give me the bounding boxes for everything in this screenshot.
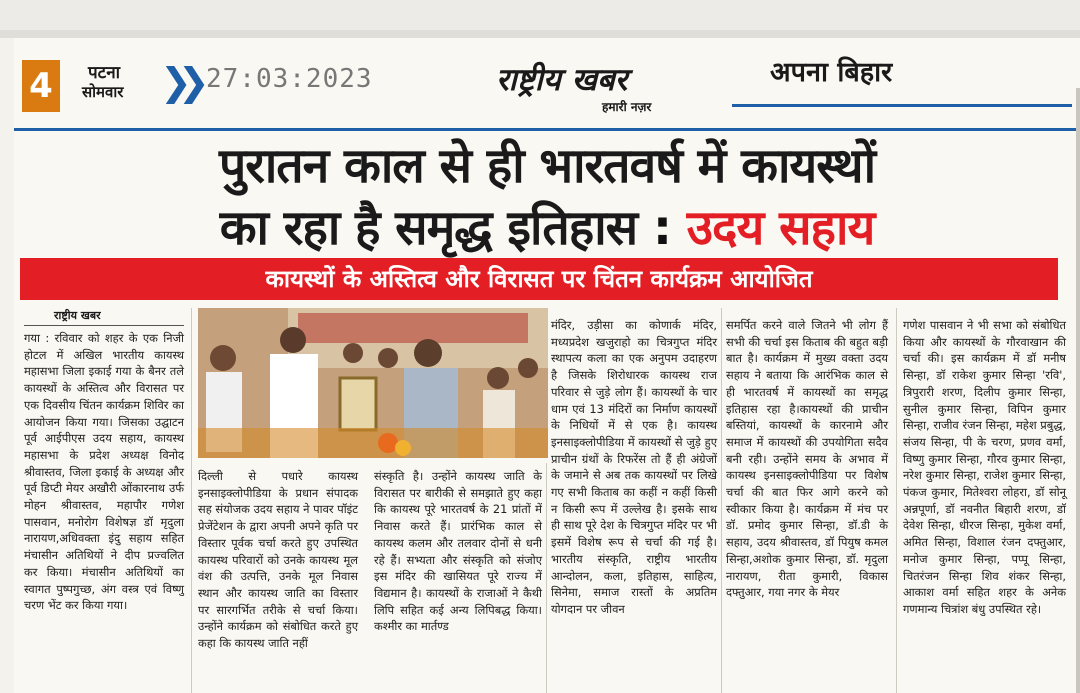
byline: राष्ट्रीय खबर (54, 309, 101, 322)
paper-tagline: हमारी नज़र (602, 100, 652, 114)
byline-rule (24, 325, 184, 326)
city-label: पटना (88, 63, 121, 83)
page-number: 4 (22, 60, 60, 112)
paper-logo: राष्ट्रीय खबर (496, 62, 628, 98)
article-column-3: संस्कृति है। उन्होंने कायस्थ जाति के विरासत पर बारीकी से समझाते हुए कहा कि कायस्थ पूरे भारतवर्ष के 21 प्रांतों में निवास करते हैं। प्रारंभिक काल से कायस्थ कलम और तलवार दोनों से धनी रहे हैं। सभ्यता और संस्कृति को संजोए इस मंदिर की खासियत पूरे राज्य में विद्यमान है। कायस्थों के राजाओं ने कैथी लिपि सहित कई अन्य लिपिबद्ध किया। कश्मीर का मार्तण्ड (374, 469, 542, 634)
article-column-2: दिल्ली से पधारे कायस्थ इनसाइक्लोपीडिया के प्रधान संपादक सह संयोजक उदय सहाय ने पावर पॉइंट प्रेजेंटेशन के द्वारा अपनी अपने कृति पर विस्तार पूर्वक चर्चा करते हुए उपस्थित कायस्थ परिवारों को उनके कायस्थ मूल वंश की उत्पत्ति, उनके मूल निवास स्थान और कायस्थ जाति का विस्तार पर सारगर्भित तरीके से चर्चा किया। उन्होंने कार्यक्रम को संबोधित करते हुए कहा कि कायस्थ जाति नहीं (198, 469, 358, 651)
column-divider (546, 463, 547, 693)
headline-separator: : (652, 200, 672, 256)
article-column-4: मंदिर, उड़ीसा का कोणार्क मंदिर, मध्यप्रदेश खजुराहो का चित्रगुप्त मंदिर स्थापत्य कला का एक अनुपम उदाहरण है जिसके शिरोधारक कायस्थ राज परिवार से जुड़े लोग हैं। कायस्थों के चार धाम एवं 13 मंदिरों का निर्माण कायस्थों के निधियों में से एक है। कायस्थ इनसाइक्लोपीडिया में कायस्थों से जुड़े हुए प्राचीन ग्रंथों के रिफरेंस तो हैं ही अंग्रेजों के जमाने से अब तक कायस्थों पर लिखे गए सभी किताब का कहीं न कहीं किसी न किसी रूप में उल्लेख है। इसके साथ ही साथ पूरे देश के चित्रगुप्त मंदिर पर भी इसमें विशेष रूप से चर्चा की गई है। भारतीय संस्कृति, राष्ट्रीय भारतीय आन्दोलन, कला, इतिहास, साहित्य, सिनेमा, समाज रास्तों के अप्रतिम योगदान पर जीवन (551, 318, 717, 616)
browser-top-bar (0, 0, 1080, 38)
column-divider (896, 308, 897, 693)
chevron-right-icon: ❯❯ (160, 60, 196, 104)
event-photo-icon (198, 308, 548, 458)
masthead-rule (14, 128, 1080, 131)
subheadline-banner: कायस्थों के अस्तित्व और विरासत पर चिंतन कार्यक्रम आयोजित (20, 258, 1058, 300)
date-label: 27:03:2023 (206, 64, 373, 94)
event-photo (198, 308, 548, 458)
column-divider (721, 308, 722, 693)
headline-line-2 (14, 194, 1080, 259)
article-column-6: गणेश पासवान ने भी सभा को संबोधित किया और कायस्थों के गौरवाखान की चर्चा की। इस कार्यक्रम में डॉ मनीष सिन्हा, डॉ राकेश कुमार सिन्हा 'रवि', त्रिपुरारी शरण, दिलीप कुमार सिन्हा, सुनील कुमार सिन्हा, विपिन कुमार सिन्हा, राजीव रंजन सिन्हा, महेश प्रबुद्ध, संजय सिन्हा, पी के चरण, प्रणव वर्मा, विष्णु कुमार सिन्हा, गौरव कुमार सिन्हा, नरेश कुमार सिन्हा, राजेश कुमार सिन्हा, पंकज कुमार, मितेश्वरा लोहरा, डॉ सोनू अन्नपूर्णा, डॉ नवनीत बिहारी शरण, डॉ देवेश सिन्हा, धीरज सिन्हा, मुकेश वर्मा, अमित सिन्हा, विशाल रंजन दफ्तुआर, मनोज कुमार सिन्हा, पप्पू सिन्हा, चितरंजन सिन्हा शिव शंकर सिन्हा, आकाश वर्मा सहित शहर के अनेक गणमान्य चित्रांश बंधु उपस्थित रहे। (903, 318, 1066, 616)
article-column-5: समर्पित करने वाले जितने भी लोग हैं सभी की चर्चा इस किताब की बहुत बड़ी बात है। कार्यक्रम में मुख्य वक्ता उदय सहाय ने बताया कि आरंभिक काल से ही भारतवर्ष में कायस्थों का समृद्ध इतिहास रहा है।कायस्थों की प्राचीन बस्तियां, कायस्थों के कारनामे और समाज में कायस्थों की उपयोगिता सदैव बनी रही। उन्होंने समय के अभाव में कायस्थ इनसाइक्लोपीडिया पर विशेष चर्चा की बात फिर आगे करने को स्वीकार किया है। कार्यक्रम में मंच पर डॉ. प्रमोद कुमार सिन्हा, डॉ.डी के सहाय, उदय श्रीवास्तव, डॉ पियुष कमल सिन्हा,अशोक कुमार सिन्हा, डॉ. मृदुला नारायण, रीता कुमारी, विकास दफ्तुआर, गया नगर के मेयर (726, 318, 888, 600)
section-rule (732, 104, 1072, 107)
headline-line-1: पुरातन काल से ही भारतवर्ष में कायस्थों (218, 138, 876, 194)
adjacent-page-edge (1076, 88, 1080, 693)
section-title: अपना बिहार (770, 57, 893, 88)
headline-speaker: उदय सहाय (686, 200, 875, 256)
article-column-1: गया : रविवार को शहर के एक निजी होटल में अखिल भारतीय कायस्थ महासभा जिला इकाई गया के बैनर तले कायस्थों के अस्तित्व और विरासत पर एक दिवसीय चिंतन कार्यक्रम शिविर का आयोजन किया गया। जिसका उद्घाटन पूर्व आईपीएस उदय सहाय, कायस्थ महासभा के प्रदेश अध्यक्ष विनोद श्रीवास्तव, जिला इकाई के अध्यक्ष और पूर्व डिप्टी मेयर अखौरी ओंकारनाथ उर्फ मोहन श्रीवास्तव, महापौर गणेश पासवान, मनोरोग विशेषज्ञ डॉ मृदुला नारायण,अधिवक्ता इंदु सहाय सहित मंचासीन अतिथियों ने दीप प्रज्वलित कर किया। मंचासीन अतिथियों का स्वागत पुष्पगुच्छ, अंग वस्त्र एवं विष्णु चरण भेंट कर किया गया। (24, 331, 184, 613)
column-divider (191, 308, 192, 693)
headline-line-2-text: का रहा है समृद्ध इतिहास (219, 200, 638, 256)
newspaper-page (14, 38, 1080, 693)
day-label: सोमवार (82, 83, 124, 101)
top-strip (0, 30, 1080, 38)
